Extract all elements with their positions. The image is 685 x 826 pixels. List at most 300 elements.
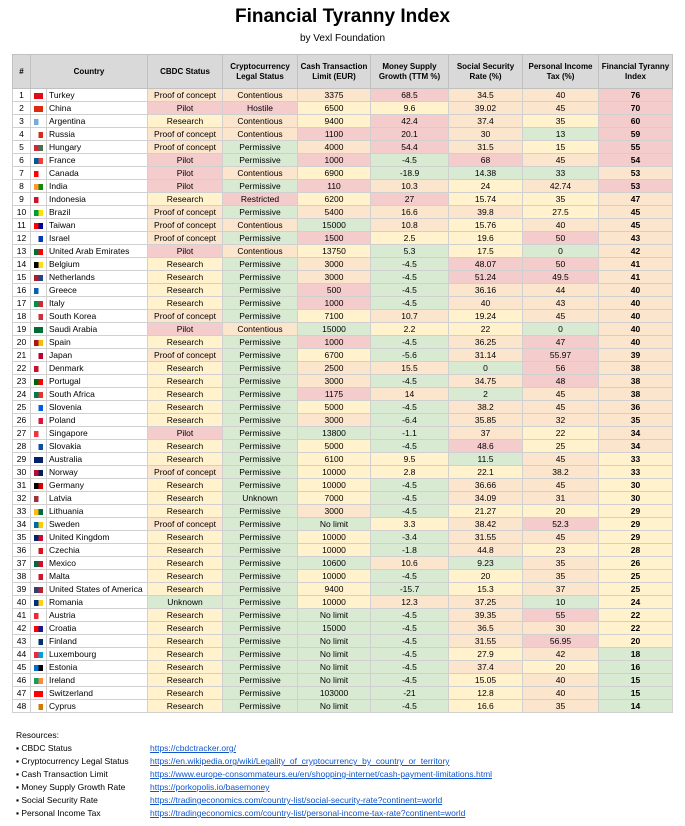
flag-icon <box>34 561 43 567</box>
tax-cell: 45 <box>523 388 599 401</box>
rank-cell: 38 <box>13 570 31 583</box>
ss-cell: 48.07 <box>449 258 523 271</box>
rank-cell: 5 <box>13 141 31 154</box>
table-row <box>13 440 673 453</box>
index-cell: 53 <box>599 180 673 193</box>
money-cell: -4.5 <box>371 505 449 518</box>
cash-cell: 3000 <box>298 258 371 271</box>
tax-cell: 22 <box>523 427 599 440</box>
tax-cell: 31 <box>523 492 599 505</box>
crypto-cell: Permissive <box>223 440 298 453</box>
crypto-cell: Permissive <box>223 141 298 154</box>
country-cell: United Arab Emirates <box>47 245 148 258</box>
money-cell: -4.5 <box>371 284 449 297</box>
flag-icon <box>34 93 43 99</box>
resource-label: ▪ Money Supply Growth Rate <box>16 782 126 792</box>
country-cell: United States of America <box>47 583 148 596</box>
flag-cell <box>31 115 47 128</box>
table-header-row <box>13 55 673 89</box>
crypto-cell: Permissive <box>223 570 298 583</box>
flag-cell <box>31 531 47 544</box>
content <box>0 54 685 820</box>
ss-cell: 40 <box>449 297 523 310</box>
money-cell: -4.5 <box>371 401 449 414</box>
index-cell: 60 <box>599 115 673 128</box>
ss-cell: 0 <box>449 362 523 375</box>
money-cell: -4.5 <box>371 336 449 349</box>
flag-cell <box>31 128 47 141</box>
flag-cell <box>31 297 47 310</box>
ss-cell: 44.8 <box>449 544 523 557</box>
resource-link[interactable]: https://en.wikipedia.org/wiki/Legality_of_cryptocurrency_by_country_or_territory <box>150 756 450 766</box>
country-cell: Italy <box>47 297 148 310</box>
cash-cell: 10000 <box>298 596 371 609</box>
cbdc-cell: Research <box>148 271 223 284</box>
cash-cell: 2500 <box>298 362 371 375</box>
ss-cell: 20 <box>449 570 523 583</box>
rank-cell: 24 <box>13 388 31 401</box>
cbdc-cell: Unknown <box>148 596 223 609</box>
ss-cell: 9.23 <box>449 557 523 570</box>
cbdc-cell: Research <box>148 336 223 349</box>
ss-cell: 39.02 <box>449 102 523 115</box>
ss-cell: 2 <box>449 388 523 401</box>
ss-cell: 31.55 <box>449 635 523 648</box>
country-cell: Romania <box>47 596 148 609</box>
table-row <box>13 622 673 635</box>
resource-label: ▪ Cryptocurrency Legal Status <box>16 756 129 766</box>
cbdc-cell: Research <box>148 583 223 596</box>
flag-cell <box>31 440 47 453</box>
table-row <box>13 388 673 401</box>
index-cell: 33 <box>599 466 673 479</box>
tax-cell: 48 <box>523 375 599 388</box>
header-social-security: Social Security Rate (%) <box>449 55 523 89</box>
tax-cell: 45 <box>523 102 599 115</box>
table-row <box>13 518 673 531</box>
cash-cell: 6700 <box>298 349 371 362</box>
tax-cell: 56 <box>523 362 599 375</box>
index-cell: 38 <box>599 375 673 388</box>
flag-cell <box>31 596 47 609</box>
cbdc-cell: Research <box>148 401 223 414</box>
money-cell: -4.5 <box>371 271 449 284</box>
country-cell: Indonesia <box>47 193 148 206</box>
flag-icon <box>34 691 43 697</box>
rank-cell: 32 <box>13 492 31 505</box>
ss-cell: 39.8 <box>449 206 523 219</box>
table-row <box>13 596 673 609</box>
rank-cell: 9 <box>13 193 31 206</box>
tax-cell: 40 <box>523 687 599 700</box>
country-cell: Estonia <box>47 661 148 674</box>
cash-cell: 10000 <box>298 479 371 492</box>
tax-cell: 45 <box>523 310 599 323</box>
cash-cell: 7000 <box>298 492 371 505</box>
money-cell: 3.3 <box>371 518 449 531</box>
cash-cell: 5400 <box>298 206 371 219</box>
flag-cell <box>31 544 47 557</box>
index-cell: 40 <box>599 310 673 323</box>
index-cell: 30 <box>599 479 673 492</box>
flag-icon <box>34 288 43 294</box>
rank-cell: 1 <box>13 89 31 102</box>
cash-cell: 1100 <box>298 128 371 141</box>
country-cell: Belgium <box>47 258 148 271</box>
flag-icon <box>34 145 43 151</box>
cash-cell: 6100 <box>298 453 371 466</box>
index-cell: 76 <box>599 89 673 102</box>
rank-cell: 37 <box>13 557 31 570</box>
cbdc-cell: Proof of concept <box>148 232 223 245</box>
rank-cell: 39 <box>13 583 31 596</box>
ss-cell: 31.55 <box>449 531 523 544</box>
tax-cell: 20 <box>523 505 599 518</box>
index-cell: 42 <box>599 245 673 258</box>
crypto-cell: Permissive <box>223 271 298 284</box>
rank-cell: 40 <box>13 596 31 609</box>
header-rank: # <box>13 55 31 89</box>
tax-cell: 52.3 <box>523 518 599 531</box>
table-row <box>13 505 673 518</box>
crypto-cell: Permissive <box>223 375 298 388</box>
rank-cell: 35 <box>13 531 31 544</box>
index-cell: 41 <box>599 271 673 284</box>
flag-icon <box>34 639 43 645</box>
flag-cell <box>31 219 47 232</box>
page-title: Financial Tyranny Index <box>234 6 451 27</box>
cash-cell: 3000 <box>298 414 371 427</box>
crypto-cell: Permissive <box>223 206 298 219</box>
country-cell: Portugal <box>47 375 148 388</box>
country-cell: Latvia <box>47 492 148 505</box>
tax-cell: 45 <box>523 154 599 167</box>
rank-cell: 30 <box>13 466 31 479</box>
index-cell: 41 <box>599 258 673 271</box>
flag-icon <box>34 223 43 229</box>
cbdc-cell: Research <box>148 479 223 492</box>
cbdc-cell: Pilot <box>148 323 223 336</box>
cash-cell: 110 <box>298 180 371 193</box>
country-cell: Denmark <box>47 362 148 375</box>
cbdc-cell: Research <box>148 258 223 271</box>
tax-cell: 43 <box>523 297 599 310</box>
table-row <box>13 89 673 102</box>
ss-cell: 17.5 <box>449 245 523 258</box>
ss-cell: 34.09 <box>449 492 523 505</box>
index-cell: 20 <box>599 635 673 648</box>
flag-cell <box>31 583 47 596</box>
flag-cell <box>31 180 47 193</box>
ss-cell: 22.1 <box>449 466 523 479</box>
resource-link[interactable]: https://porkopolis.io/basemoney <box>150 782 270 792</box>
flag-cell <box>31 154 47 167</box>
crypto-cell: Restricted <box>223 193 298 206</box>
flag-icon <box>34 210 43 216</box>
cash-cell: 10000 <box>298 466 371 479</box>
country-cell: Brazil <box>47 206 148 219</box>
crypto-cell: Contentious <box>223 323 298 336</box>
flag-cell <box>31 284 47 297</box>
money-cell: 10.6 <box>371 557 449 570</box>
money-cell: -4.5 <box>371 635 449 648</box>
flag-icon <box>34 587 43 593</box>
tax-cell: 37 <box>523 583 599 596</box>
flag-icon <box>34 535 43 541</box>
money-cell: -3.4 <box>371 531 449 544</box>
cash-cell: 10600 <box>298 557 371 570</box>
cbdc-cell: Pilot <box>148 427 223 440</box>
crypto-cell: Permissive <box>223 362 298 375</box>
cash-cell: 15000 <box>298 219 371 232</box>
country-cell: Poland <box>47 414 148 427</box>
cbdc-cell: Proof of concept <box>148 128 223 141</box>
flag-icon <box>34 509 43 515</box>
ss-cell: 22 <box>449 323 523 336</box>
crypto-cell: Contentious <box>223 128 298 141</box>
crypto-cell: Contentious <box>223 89 298 102</box>
flag-icon <box>34 184 43 190</box>
rank-cell: 15 <box>13 271 31 284</box>
ss-cell: 11.5 <box>449 453 523 466</box>
table-row <box>13 401 673 414</box>
index-cell: 45 <box>599 219 673 232</box>
flag-cell <box>31 648 47 661</box>
crypto-cell: Contentious <box>223 115 298 128</box>
money-cell: 15.5 <box>371 362 449 375</box>
tax-cell: 0 <box>523 323 599 336</box>
table-row <box>13 583 673 596</box>
tyranny-index-table <box>12 54 673 713</box>
rank-cell: 20 <box>13 336 31 349</box>
money-cell: -4.5 <box>371 440 449 453</box>
table-row <box>13 180 673 193</box>
cash-cell: 5000 <box>298 401 371 414</box>
index-cell: 53 <box>599 167 673 180</box>
money-cell: -4.5 <box>371 609 449 622</box>
index-cell: 54 <box>599 154 673 167</box>
money-cell: 2.2 <box>371 323 449 336</box>
ss-cell: 14.38 <box>449 167 523 180</box>
country-cell: Slovenia <box>47 401 148 414</box>
money-cell: 9.6 <box>371 102 449 115</box>
flag-cell <box>31 388 47 401</box>
money-cell: 16.6 <box>371 206 449 219</box>
country-cell: Lithuania <box>47 505 148 518</box>
money-cell: -4.5 <box>371 479 449 492</box>
country-cell: Hungary <box>47 141 148 154</box>
country-cell: United Kingdom <box>47 531 148 544</box>
country-cell: Mexico <box>47 557 148 570</box>
tax-cell: 35 <box>523 115 599 128</box>
flag-icon <box>34 106 43 112</box>
flag-cell <box>31 375 47 388</box>
resources-section <box>16 729 685 820</box>
crypto-cell: Permissive <box>223 466 298 479</box>
cbdc-cell: Research <box>148 414 223 427</box>
rank-cell: 21 <box>13 349 31 362</box>
table-row <box>13 141 673 154</box>
resource-label: ▪ Personal Income Tax <box>16 808 101 818</box>
flag-cell <box>31 492 47 505</box>
table-row <box>13 154 673 167</box>
cash-cell: 7100 <box>298 310 371 323</box>
rank-cell: 34 <box>13 518 31 531</box>
flag-cell <box>31 362 47 375</box>
money-cell: -4.5 <box>371 661 449 674</box>
money-cell: 5.3 <box>371 245 449 258</box>
country-cell: Sweden <box>47 518 148 531</box>
rank-cell: 28 <box>13 440 31 453</box>
flag-icon <box>34 275 43 281</box>
ss-cell: 15.74 <box>449 193 523 206</box>
flag-icon <box>34 327 43 333</box>
rank-cell: 31 <box>13 479 31 492</box>
ss-cell: 48.6 <box>449 440 523 453</box>
flag-cell <box>31 466 47 479</box>
ss-cell: 30 <box>449 128 523 141</box>
resource-link[interactable]: https://tradingeconomics.com/country-list/personal-income-tax-rate?continent=world <box>150 808 466 818</box>
crypto-cell: Permissive <box>223 648 298 661</box>
cbdc-cell: Research <box>148 635 223 648</box>
cash-cell: 1175 <box>298 388 371 401</box>
cbdc-cell: Proof of concept <box>148 141 223 154</box>
cash-cell: 9400 <box>298 115 371 128</box>
crypto-cell: Permissive <box>223 336 298 349</box>
ss-cell: 21.27 <box>449 505 523 518</box>
cash-cell: 1500 <box>298 232 371 245</box>
crypto-cell: Unknown <box>223 492 298 505</box>
table-row <box>13 362 673 375</box>
flag-icon <box>34 496 43 502</box>
resource-label: ▪ Social Security Rate <box>16 795 98 805</box>
cbdc-cell: Proof of concept <box>148 219 223 232</box>
tax-cell: 13 <box>523 128 599 141</box>
index-cell: 29 <box>599 518 673 531</box>
index-cell: 45 <box>599 206 673 219</box>
crypto-cell: Permissive <box>223 505 298 518</box>
cash-cell: 1000 <box>298 297 371 310</box>
rank-cell: 48 <box>13 700 31 713</box>
header-cash-limit: Cash Transaction Limit (EUR) <box>298 55 371 89</box>
cash-cell: 13800 <box>298 427 371 440</box>
ss-cell: 12.8 <box>449 687 523 700</box>
cash-cell: No limit <box>298 635 371 648</box>
table-row <box>13 284 673 297</box>
flag-cell <box>31 336 47 349</box>
flag-icon <box>34 405 43 411</box>
crypto-cell: Permissive <box>223 414 298 427</box>
ss-cell: 19.6 <box>449 232 523 245</box>
resource-link[interactable]: https://cbdctracker.org/ <box>150 743 236 753</box>
country-cell: Luxembourg <box>47 648 148 661</box>
crypto-cell: Permissive <box>223 544 298 557</box>
cbdc-cell: Pilot <box>148 102 223 115</box>
flag-icon <box>34 457 43 463</box>
index-cell: 70 <box>599 102 673 115</box>
rank-cell: 25 <box>13 401 31 414</box>
index-cell: 35 <box>599 414 673 427</box>
tax-cell: 50 <box>523 232 599 245</box>
ss-cell: 16.6 <box>449 700 523 713</box>
table-row <box>13 245 673 258</box>
flag-cell <box>31 258 47 271</box>
country-cell: Croatia <box>47 622 148 635</box>
flag-icon <box>34 366 43 372</box>
crypto-cell: Permissive <box>223 479 298 492</box>
crypto-cell: Permissive <box>223 700 298 713</box>
table-row <box>13 349 673 362</box>
cash-cell: 5000 <box>298 440 371 453</box>
cbdc-cell: Research <box>148 440 223 453</box>
crypto-cell: Permissive <box>223 518 298 531</box>
flag-cell <box>31 102 47 115</box>
cash-cell: 3000 <box>298 271 371 284</box>
ss-cell: 38.42 <box>449 518 523 531</box>
index-cell: 25 <box>599 570 673 583</box>
flag-icon <box>34 379 43 385</box>
tax-cell: 35 <box>523 570 599 583</box>
ss-cell: 15.76 <box>449 219 523 232</box>
money-cell: -4.5 <box>371 622 449 635</box>
index-cell: 14 <box>599 700 673 713</box>
flag-icon <box>34 158 43 164</box>
country-cell: Taiwan <box>47 219 148 232</box>
cbdc-cell: Pilot <box>148 180 223 193</box>
table-row <box>13 492 673 505</box>
resource-item <box>16 755 685 768</box>
country-cell: South Korea <box>47 310 148 323</box>
cash-cell: 15000 <box>298 323 371 336</box>
cash-cell: 10000 <box>298 544 371 557</box>
crypto-cell: Permissive <box>223 453 298 466</box>
table-row <box>13 271 673 284</box>
country-cell: Norway <box>47 466 148 479</box>
index-cell: 29 <box>599 505 673 518</box>
cbdc-cell: Proof of concept <box>148 206 223 219</box>
rank-cell: 11 <box>13 219 31 232</box>
cbdc-cell: Research <box>148 544 223 557</box>
resource-link[interactable]: https://www.europe-consommateurs.eu/en/shopping-internet/cash-payment-limitations.html <box>150 769 493 779</box>
resource-label: ▪ Cash Transaction Limit <box>16 769 108 779</box>
cash-cell: 103000 <box>298 687 371 700</box>
rank-cell: 46 <box>13 674 31 687</box>
cbdc-cell: Pilot <box>148 154 223 167</box>
rank-cell: 18 <box>13 310 31 323</box>
ss-cell: 37.4 <box>449 115 523 128</box>
cash-cell: 13750 <box>298 245 371 258</box>
table-row <box>13 232 673 245</box>
cash-cell: 3000 <box>298 505 371 518</box>
ss-cell: 51.24 <box>449 271 523 284</box>
header-country: Country <box>31 55 148 89</box>
flag-cell <box>31 479 47 492</box>
flag-icon <box>34 522 43 528</box>
resource-link[interactable]: https://tradingeconomics.com/country-list/social-security-rate?continent=world <box>150 795 443 805</box>
table-row <box>13 531 673 544</box>
index-cell: 38 <box>599 362 673 375</box>
flag-cell <box>31 518 47 531</box>
rank-cell: 4 <box>13 128 31 141</box>
country-cell: Ireland <box>47 674 148 687</box>
ss-cell: 37 <box>449 427 523 440</box>
rank-cell: 36 <box>13 544 31 557</box>
flag-cell <box>31 193 47 206</box>
rank-cell: 3 <box>13 115 31 128</box>
tax-cell: 38.2 <box>523 466 599 479</box>
crypto-cell: Permissive <box>223 154 298 167</box>
tax-cell: 42 <box>523 648 599 661</box>
